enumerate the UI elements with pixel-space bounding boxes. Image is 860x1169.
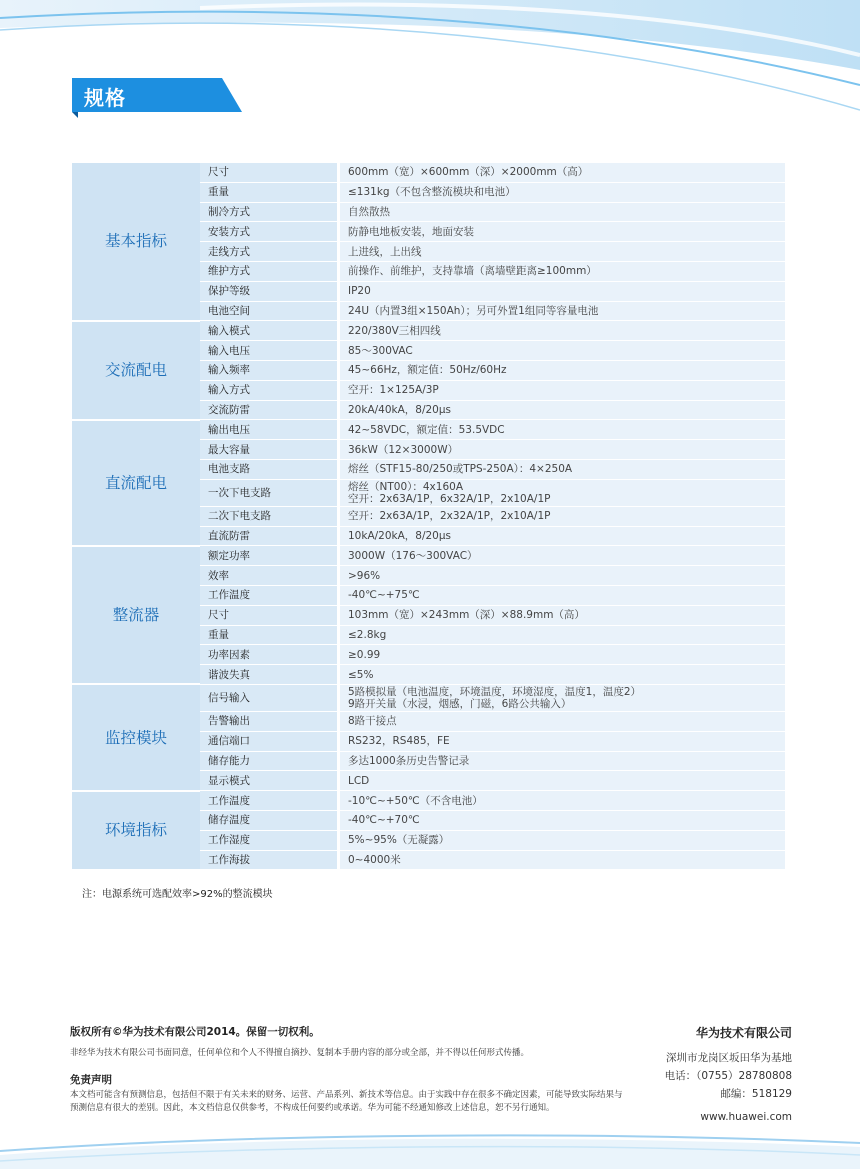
spec-value: -10℃~+50℃（不含电池） [339,791,786,811]
spec-value: 8路干接点 [339,711,786,731]
spec-value: 10kA/20kA，8/20μs [339,526,786,546]
category-label: 整流器 [72,546,200,685]
company-phone: 电话：（0755）28780808 [664,1070,792,1082]
company-address: 深圳市龙岗区坂田华为基地 [666,1052,792,1064]
spec-item: 输出电压 [200,420,339,440]
spec-item: 走线方式 [200,242,339,262]
spec-value: 空开：1×125A/3P [339,380,786,400]
spec-value: ≥0.99 [339,645,786,665]
table-row [72,420,785,440]
spec-value: -40℃~+75℃ [339,585,786,605]
spec-value: 24U（内置3组×150Ah）；另可外置1组同等容量电池 [339,301,786,321]
spec-item: 尺寸 [200,605,339,625]
spec-item: 输入频率 [200,360,339,380]
footnote: 注：电源系统可选配效率>92%的整流模块 [82,889,273,900]
spec-value: 上进线，上出线 [339,242,786,262]
spec-value: IP20 [339,281,786,301]
spec-item: 工作温度 [200,585,339,605]
spec-item: 电池空间 [200,301,339,321]
spec-item: 储存能力 [200,751,339,771]
category-label: 环境指标 [72,791,200,870]
section-title-tab [72,78,242,112]
category-label: 直流配电 [72,420,200,546]
spec-value: 5路模拟量（电池温度，环境温度，环境湿度，温度1，温度2） 9路开关量（水浸，烟感，门磁，6路公共输入） [339,684,786,711]
spec-value: LCD [339,771,786,791]
spec-value: 85～300VAC [339,341,786,361]
top-swoosh-decoration [0,0,860,140]
copyright-text: 非经华为技术有限公司书面同意，任何单位和个人不得擅自摘抄、复制本手册内容的部分或全部，并不得以任何形式传播。 [70,1048,530,1058]
company-website[interactable]: www.huawei.com [700,1111,792,1123]
page-title: 规格 [84,86,126,110]
spec-item: 保护等级 [200,281,339,301]
spec-item: 重量 [200,625,339,645]
spec-value: 自然散热 [339,202,786,222]
table-row [72,684,785,711]
spec-item: 工作湿度 [200,830,339,850]
spec-item: 电池支路 [200,459,339,479]
spec-item: 工作海拔 [200,850,339,870]
spec-item: 效率 [200,566,339,586]
spec-value: 0~4000米 [339,850,786,870]
spec-item: 额定功率 [200,546,339,566]
spec-item: 储存温度 [200,810,339,830]
table-row [72,791,785,811]
footer-contact [665,1024,792,1123]
spec-item: 通信端口 [200,731,339,751]
company-postcode: 邮编：518129 [720,1088,792,1100]
spec-value: 多达1000条历史告警记录 [339,751,786,771]
spec-value: 前操作、前维护，支持靠墙（离墙壁距离≥100mm） [339,261,786,281]
footer-legal [70,1024,630,1115]
spec-value: ≤131kg（不包含整流模块和电池） [339,182,786,202]
spec-item: 告警输出 [200,711,339,731]
category-label: 监控模块 [72,684,200,790]
specification-table [72,163,785,871]
disclaimer-title: 免责声明 [70,1074,112,1086]
spec-value: 3000W（176～300VAC） [339,546,786,566]
spec-value: 熔丝（STF15-80/250或TPS-250A）：4×250A [339,459,786,479]
spec-value: 600mm（宽）×600mm（深）×2000mm（高） [339,163,786,182]
spec-item: 输入方式 [200,380,339,400]
spec-item: 工作温度 [200,791,339,811]
spec-value: 5%~95%（无凝露） [339,830,786,850]
spec-item: 输入模式 [200,321,339,341]
spec-value: >96% [339,566,786,586]
spec-value: 42~58VDC，额定值：53.5VDC [339,420,786,440]
spec-item: 制冷方式 [200,202,339,222]
spec-item: 谐波失真 [200,665,339,685]
spec-value: 103mm（宽）×243mm（深）×88.9mm（高） [339,605,786,625]
table-row [72,546,785,566]
spec-value: RS232，RS485，FE [339,731,786,751]
spec-value: 36kW（12×3000W） [339,440,786,460]
spec-item: 功率因素 [200,645,339,665]
spec-value: 防静电地板安装，地面安装 [339,222,786,242]
spec-item: 最大容量 [200,440,339,460]
disclaimer-text: 本文档可能含有预测信息，包括但不限于有关未来的财务、运营、产品系列、新技术等信息。由于实践中存在很多不确定因素，可能导致实际结果与预测信息有很大的差别。因此，本文档信息仅供参考，不构成任何要约或承诺。华为可能不经通知修改上述信息，恕不另行通知。 [70,1090,623,1113]
spec-item: 输入电压 [200,341,339,361]
company-name: 华为技术有限公司 [695,1026,792,1040]
spec-item: 尺寸 [200,163,339,182]
spec-item: 直流防雷 [200,526,339,546]
spec-item: 重量 [200,182,339,202]
spec-item: 安装方式 [200,222,339,242]
spec-item: 信号输入 [200,684,339,711]
spec-value: ≤2.8kg [339,625,786,645]
copyright-title: 版权所有©华为技术有限公司2014。保留一切权利。 [70,1026,320,1038]
spec-value: 熔丝（NT00）：4x160A 空开：2x63A/1P，6x32A/1P，2x10A/1P [339,479,786,506]
spec-value: -40℃~+70℃ [339,810,786,830]
spec-item: 二次下电支路 [200,506,339,526]
category-label: 基本指标 [72,163,200,321]
spec-value: 45~66Hz，额定值：50Hz/60Hz [339,360,786,380]
spec-value: 20kA/40kA，8/20μs [339,400,786,420]
spec-value: ≤5% [339,665,786,685]
table-row [72,321,785,341]
spec-item: 显示模式 [200,771,339,791]
category-label: 交流配电 [72,321,200,420]
spec-item: 交流防雷 [200,400,339,420]
spec-value: 空开：2x63A/1P，2x32A/1P，2x10A/1P [339,506,786,526]
spec-item: 一次下电支路 [200,479,339,506]
spec-item: 维护方式 [200,261,339,281]
spec-value: 220/380V三相四线 [339,321,786,341]
bottom-swoosh-decoration [0,1125,860,1169]
table-row [72,163,785,182]
